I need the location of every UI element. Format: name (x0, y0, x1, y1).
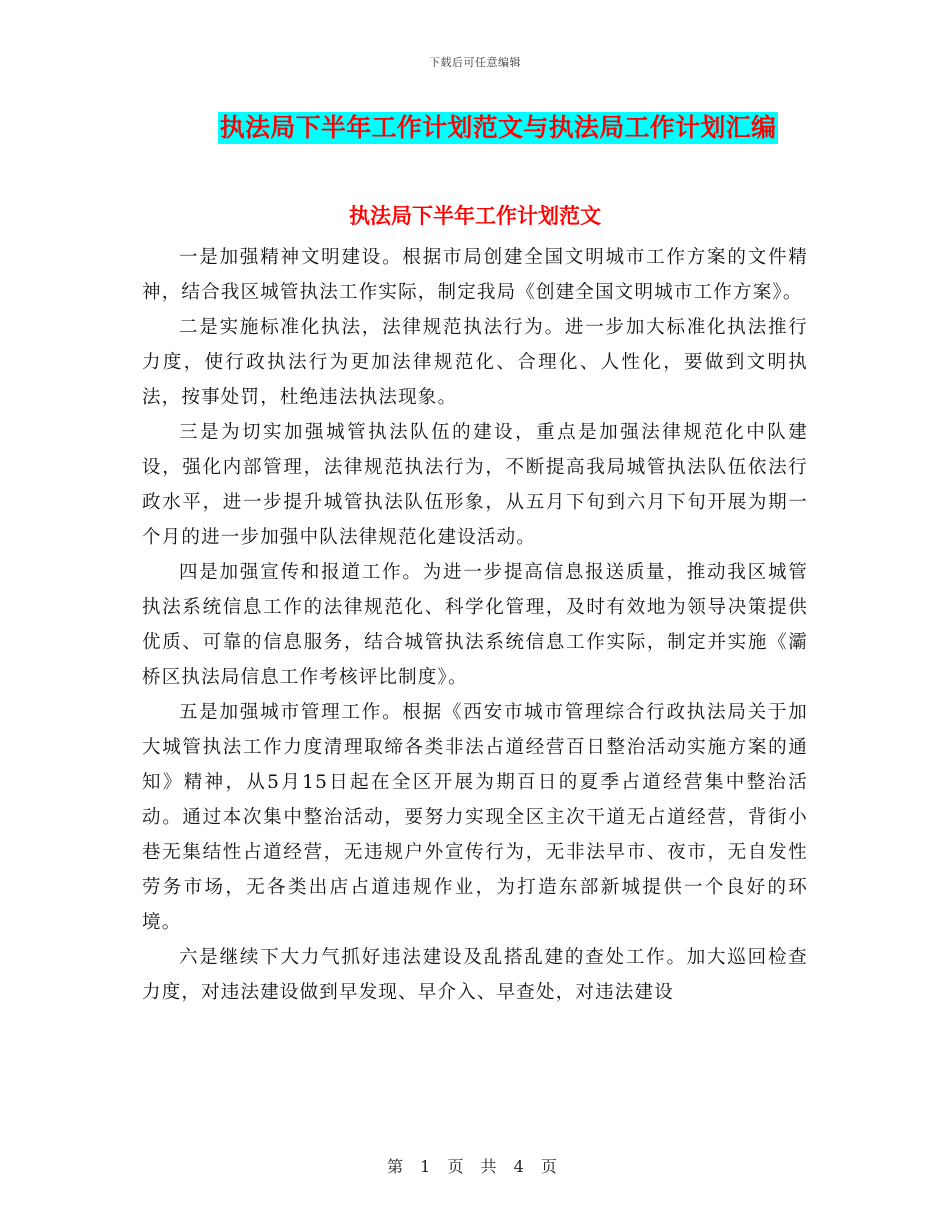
paragraph-3: 三是为切实加强城管执法队伍的建设，重点是加强法律规范化中队建设，强化内部管理，法律规范执法行为，不断提高我局城管执法队伍依法行政水平，进一步提升城管执法队伍形象，从五月下旬到六月下旬开展为期一个月的进一步加强中队法律规范化建设活动。 (142, 422, 808, 548)
page-number-footer: 第 1 页 共 4 页 (387, 1157, 563, 1176)
paragraph-2: 二是实施标准化执法，法律规范执法行为。进一步加大标准化执法推行力度，使行政执法行为更加法律规范化、合理化、人性化，要做到文明执法，按事处罚，杜绝违法执法现象。 (142, 317, 808, 408)
paragraph-1: 一是加强精神文明建设。根据市局创建全国文明城市工作方案的文件精神，结合我区城管执法工作实际，制定我局《创建全国文明城市工作方案》。 (142, 247, 808, 303)
paragraph-4: 四是加强宣传和报道工作。为进一步提高信息报送质量，推动我区城管执法系统信息工作的法律规范化、科学化管理，及时有效地为领导决策提供优质、可靠的信息服务，结合城管执法系统信息工作实际，制定并实施《灞桥区执法局信息工作考核评比制度》。 (142, 562, 808, 688)
section-title: 执法局下半年工作计划范文 (349, 203, 601, 228)
paragraph-6: 六是继续下大力气抓好违法建设及乱搭乱建的查处工作。加大巡回检查力度，对违法建设做到早发现、早介入、早查处，对违法建设 (142, 947, 808, 1003)
document-body (142, 240, 808, 1010)
document-title-container (0, 112, 950, 144)
page-header-note: 下载后可任意编辑 (429, 56, 521, 69)
paragraph-5: 五是加强城市管理工作。根据《西安市城市管理综合行政执法局关于加大城管执法工作力度清理取缔各类非法占道经营百日整治活动实施方案的通知》精神，从5月15日起在全区开展为期百日的夏季占道经营集中整治活动。通过本次集中整治活动，要努力实现全区主次干道无占道经营，背街小巷无集结性占道经营，无违规户外宣传行为，无非法早市、夜市，无自发性劳务市场，无各类出店占道违规作业，为打造东部新城提供一个良好的环境。 (142, 702, 808, 933)
document-title: 执法局下半年工作计划范文与执法局工作计划汇编 (219, 113, 777, 142)
